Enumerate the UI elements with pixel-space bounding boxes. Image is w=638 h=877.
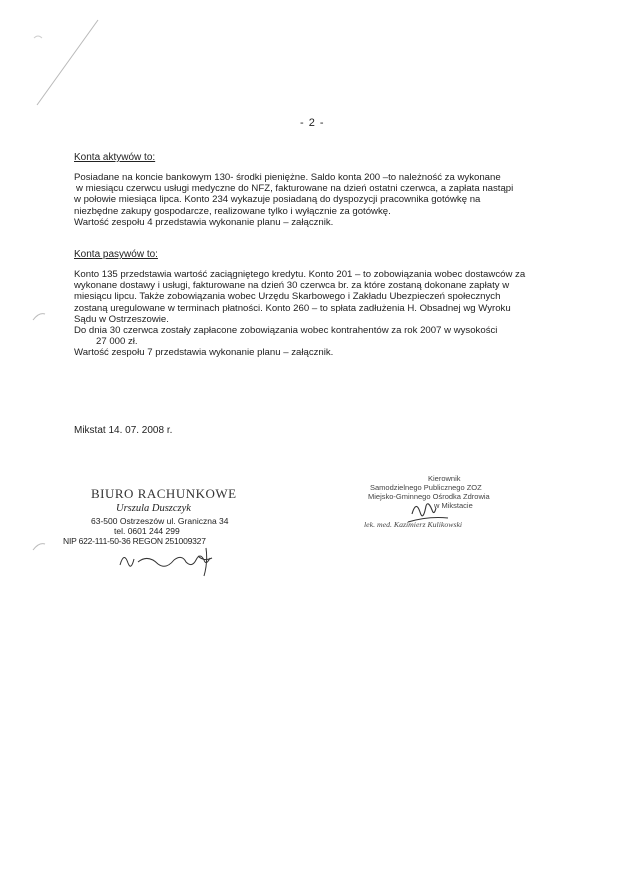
- page-number: - 2 -: [300, 117, 325, 129]
- stamp-phone: tel. 0601 244 299: [114, 526, 180, 536]
- director-stamp-line: Samodzielnego Publicznego ZOZ: [370, 483, 482, 492]
- liabilities-line: 27 000 zł.: [96, 336, 138, 348]
- director-stamp-line: w Mikstacie: [434, 501, 473, 510]
- assets-line: Wartość zespołu 4 przedstawia wykonanie planu – załącznik.: [74, 216, 334, 228]
- handwritten-signature-left: [120, 548, 212, 576]
- assets-line: w połowie miesiąca lipca. Konto 234 wykazuje posiadaną do dyspozycji pracownika gotówkę na: [74, 194, 481, 206]
- liabilities-line: Do dnia 30 czerwca zostały zapłacone zobowiązania wobec kontrahentów za rok 2007 w wysokości: [74, 325, 498, 337]
- assets-line: Posiadane na koncie bankowym 130- środki pieniężne. Saldo konta 200 –to należność za wykonane: [74, 172, 501, 183]
- director-stamp-name: lek. med. Kazimierz Kulikowski: [364, 520, 463, 529]
- director-stamp-line: Miejsko-Gminnego Ośrodka Zdrowia: [368, 492, 490, 501]
- stamp-name: Urszula Duszczyk: [116, 503, 191, 514]
- stamp-address: 63-500 Ostrzeszów ul. Graniczna 34: [91, 516, 229, 526]
- liabilities-heading: Konta pasywów to:: [74, 249, 158, 260]
- liabilities-line: zostaną uregulowane w terminach płatności. Konto 260 – to spłata zadłużenia H. Obsadnej wg Wyroku: [74, 302, 511, 314]
- stamp-title: BIURO RACHUNKOWE: [91, 486, 237, 501]
- handwritten-signature-right: [408, 504, 448, 522]
- liabilities-line: Sądu w Ostrzeszowie.: [74, 313, 169, 325]
- liabilities-line: miesiącu lipcu. Także zobowiązania wobec Urzędu Skarbowego i Zakładu Ubezpieczeń społecznych: [74, 291, 501, 303]
- liabilities-line: wykonane dostawy i usługi, fakturowane na dzień 30 czerwca br. za które zostaną dokonane zapłaty w: [74, 280, 510, 292]
- stamp-ids: NIP 622-111-50-36 REGON 251009327: [63, 536, 206, 546]
- liabilities-line: Wartość zespołu 7 przedstawia wykonanie planu – załącznik.: [74, 347, 334, 359]
- assets-heading: Konta aktywów to:: [74, 152, 156, 163]
- liabilities-line: Konto 135 przedstawia wartość zaciągniętego kredytu. Konto 201 – to zobowiązania wobec dostawców za: [74, 269, 526, 280]
- assets-line: w miesiącu czerwcu usługi medyczne do NFZ, fakturowane na dzień ostatni czerwca, a zapłata nastąpi: [76, 183, 514, 195]
- place-date: Mikstat 14. 07. 2008 r.: [74, 425, 173, 436]
- director-stamp-line: Kierownik: [428, 474, 461, 483]
- assets-line: niezbędne zakupy gospodarcze, realizowane tylko i wyłącznie za gotówkę.: [74, 205, 391, 217]
